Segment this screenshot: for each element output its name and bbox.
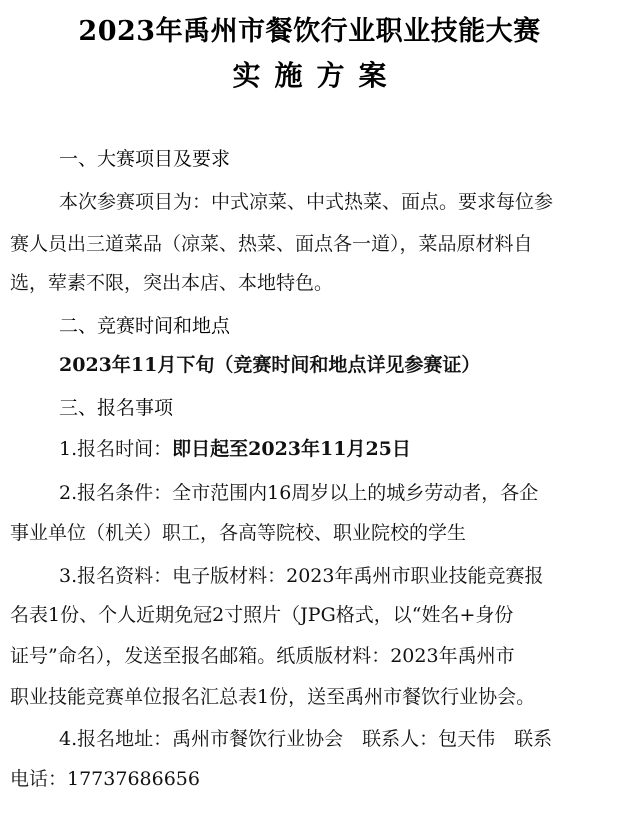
registration-materials-line: 职业技能竞赛单位报名汇总表1份，送至禹州市餐饮行业协会。 — [10, 686, 536, 708]
contact-phone-line: 电话：17737686656 — [10, 768, 200, 790]
section-heading-registration: 三、报名事项 — [59, 397, 174, 419]
competition-time-text: 2023年11月下旬（竞赛时间和地点详见参赛证） — [59, 354, 481, 376]
registration-address-line: 4.报名地址：禹州市餐饮行业协会 联系人：包天伟 联系 — [59, 728, 553, 750]
registration-conditions-line: 事业单位（机关）职工，各高等院校、职业院校的学生 — [10, 522, 467, 544]
paragraph-line: 本次参赛项目为：中式凉菜、中式热菜、面点。要求每位参 — [59, 191, 554, 213]
registration-materials-line: 名表1份、个人近期免冠2寸照片（JPG格式，以“姓名+身份 — [10, 604, 514, 626]
registration-time-value: 即日起至2023年11月25日 — [172, 438, 411, 460]
registration-materials-line: 3.报名资料：电子版材料：2023年禹州市职业技能竞赛报 — [59, 565, 544, 587]
paragraph-line: 选，荤素不限，突出本店、本地特色。 — [10, 272, 334, 294]
paragraph-line: 赛人员出三道菜品（凉菜、热菜、面点各一道），菜品原材料自 — [10, 233, 533, 255]
section-heading-competition-items: 一、大赛项目及要求 — [59, 148, 231, 170]
section-heading-time-location: 二、竞赛时间和地点 — [59, 315, 231, 337]
registration-materials-line: 证号”命名），发送至报名邮箱。纸质版材料：2023年禹州市 — [10, 645, 515, 667]
document-title: 2023年禹州市餐饮行业职业技能大赛 — [78, 16, 541, 47]
registration-time-label: 1.报名时间： — [59, 438, 173, 460]
registration-conditions-line: 2.报名条件：全市范围内16周岁以上的城乡劳动者，各企 — [59, 482, 539, 504]
document-subtitle: 实施方案 — [232, 59, 401, 92]
registration-time-item — [59, 436, 619, 462]
